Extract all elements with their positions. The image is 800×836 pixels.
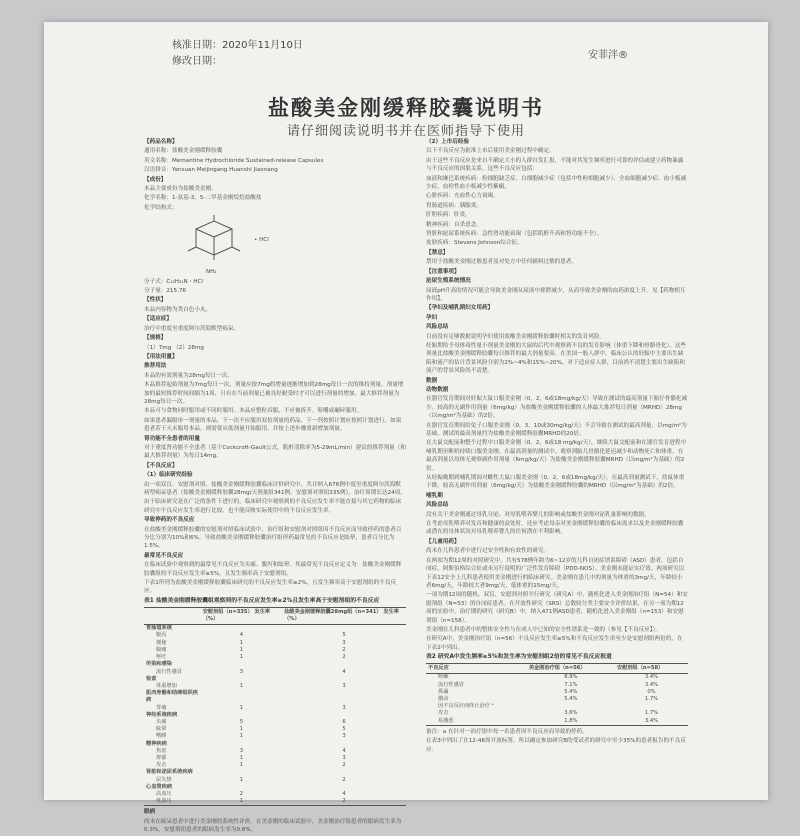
dosage-paragraph: 本品的有效剂量为28mg每日一次。 bbox=[144, 372, 233, 379]
row-value-a: 2 bbox=[239, 790, 244, 797]
row-label: 腹泻 bbox=[156, 632, 167, 639]
table-row bbox=[144, 690, 406, 704]
adverse-paragraph: 在盐酸美金刚缓释胶囊的安慰剂对照临床试验中，治疗组和安慰剂对照组因不良反应而导致停药的患者百分比分别为10%和6%。导致盐酸美金刚缓释胶囊治疗组停药最常见的不良反应是眩晕，患者百分比为1.5%。 bbox=[144, 526, 402, 550]
row-value-a bbox=[201, 712, 282, 719]
molecular-weight: 分子量：215.76 bbox=[144, 288, 186, 295]
adverse-paragraph: 在临床试验中观察到的最常见不良反应为头痛、腹泻和眩晕。其最常见不良反应定义为：盐酸美金刚缓释胶囊组的不良反应发生率≥5%，且发生频率高于安慰剂组。 bbox=[144, 562, 402, 577]
animal-data-paragraph: 在大鼠交配前和整个过程中口服美金刚（0，2，6或18 mg/kg/天），继续大鼠交配前和在器官发育进程中哺乳期至断奶持续口服美金刚。在最高剂量的测试中，观察到胎儿骨骼化延迟减少和动物死亡和体重。在最高剂量以母体无观察副作用剂量（6mg/kg/天）为盐酸美金刚缓释胶囊MRHD（以mg/m²为基础）的2倍。 bbox=[426, 440, 687, 472]
table2-header: 不良反应 bbox=[426, 664, 527, 674]
row-value-b bbox=[282, 625, 406, 633]
row-label: 尿失禁 bbox=[156, 776, 172, 783]
section-heading-adverse: 【不良反应】 bbox=[144, 462, 178, 469]
row-value-b: 2 bbox=[342, 646, 346, 653]
post-market-paragraph: 肾脏和泌尿系统疾病：急性肾功能衰竭（包括肌酐升高和肾功能不全）。 bbox=[426, 231, 603, 238]
table-row bbox=[144, 755, 406, 762]
table-row bbox=[144, 741, 406, 748]
row-value-a: 1 bbox=[239, 704, 244, 711]
table1-header: 盐酸美金刚缓释胶囊28mg组（n=341） 发生率（%） bbox=[282, 607, 406, 624]
row-label: 胃肠道系统 bbox=[146, 625, 172, 632]
row-value-b: 4 bbox=[342, 747, 346, 754]
row-label: 激动 bbox=[438, 695, 449, 702]
structural-formula bbox=[184, 214, 406, 266]
dosage-paragraph: 本品可与食物同时服用或不同时服用。本品应整粒吞服，不应被拆开、咀嚼或碾碎服用。 bbox=[144, 408, 363, 415]
table1-header: 安慰剂组（n=335） 发生率（%） bbox=[201, 607, 282, 624]
table-row bbox=[144, 769, 406, 776]
document-title: 盐酸美金刚缓释胶囊说明书 bbox=[268, 96, 544, 120]
table1-body bbox=[144, 625, 406, 806]
leaflet-sheet bbox=[44, 22, 768, 834]
row-value-a: 5 bbox=[239, 718, 244, 725]
row-value-a: 5.4% bbox=[564, 695, 578, 702]
row-value-a: 1.8% bbox=[527, 718, 615, 726]
row-value-b: 3 bbox=[342, 704, 346, 711]
post-market-paragraph: 由于这些不良反应是来自不确定大小的人群自发汇报，不能对其发生频率进行可靠的评估或建立药物暴露与不良反应的因果关系。这些不良反应包括： bbox=[426, 157, 684, 173]
table-row bbox=[144, 712, 406, 719]
table2-header: 美金刚治疗组（n=56） bbox=[527, 664, 615, 674]
table-row bbox=[144, 719, 406, 726]
row-label: 腹痛 bbox=[156, 646, 167, 653]
row-value-b bbox=[615, 703, 688, 710]
row-value-b: 3 bbox=[342, 733, 346, 740]
row-label: 抑郁 bbox=[156, 754, 167, 761]
brand-name: 安菲泮® bbox=[588, 50, 628, 61]
section-heading-indication: 【适应症】 bbox=[144, 316, 172, 323]
row-value-b bbox=[282, 661, 406, 668]
row-value-b: 2 bbox=[282, 798, 406, 806]
row-value-b: 4 bbox=[342, 790, 346, 797]
row-value-a: 1 bbox=[239, 754, 244, 761]
post-market-paragraph: 心脏疾病：充血性心力衰竭。 bbox=[426, 193, 499, 200]
row-label: 神经系统疾病 bbox=[146, 711, 178, 718]
pediatric-paragraph: 在研究A中，美金刚治疗组（n=56）不良反应发生率≥5%和不良反应发生率至少是安慰剂组两倍的，在下表2中列出。 bbox=[426, 636, 683, 651]
post-market-paragraph: 胃肠道疾病：胰腺炎。 bbox=[426, 202, 482, 209]
table-row bbox=[426, 674, 688, 682]
table-row bbox=[426, 682, 688, 689]
character-text: 本品内容物为类白色小丸。 bbox=[144, 306, 212, 313]
table1 bbox=[144, 607, 406, 806]
post-market-paragraph: 以下不良反应为批准上市后使用美金刚过程中确定。 bbox=[426, 148, 555, 155]
adverse-paragraph: 下表1所列为盐酸美金刚缓释胶囊临床研究的不良反应发生率≥2%，且发生频率高于安慰剂组的不良反应。 bbox=[144, 580, 397, 595]
row-value-b: 5 bbox=[342, 726, 346, 733]
row-label: 鼻漏 bbox=[438, 688, 449, 695]
section-heading-pregnancy: 【孕妇及哺乳期妇女用药】 bbox=[426, 305, 494, 312]
table-row bbox=[144, 640, 406, 647]
dosage-paragraph: 如果患者漏服单一剂量的本品，下一次不应服用双倍剂量的药品，下一剂按照计划应按照计划进行。如果患者若干天未服用本品，则需要从低剂量开始服用，并按上述步骤重新增加剂量。 bbox=[144, 417, 402, 433]
row-label: 体重增加 bbox=[156, 682, 177, 689]
row-label: 嗜睡 bbox=[156, 733, 167, 740]
section-heading-character: 【性状】 bbox=[144, 297, 167, 304]
row-label: 肌肉骨骼和结缔组织疾病 bbox=[146, 690, 198, 704]
row-label: 心血管疾病 bbox=[146, 783, 172, 790]
row-label: 背痛 bbox=[156, 704, 167, 711]
row-value-a: 1 bbox=[239, 733, 244, 740]
row-value-b: 2 bbox=[342, 776, 346, 783]
row-value-b: 6 bbox=[342, 718, 346, 725]
lactation-paragraph: 在考虑母乳喂养对发育和健康的益处时，还应考虑母亲对美金刚缓释胶囊的临床需求以及美金刚缓释胶囊或潜在的母体状况对母乳喂养婴儿的任何潜在不利影响。 bbox=[426, 521, 684, 536]
row-label: 攻击 bbox=[438, 710, 449, 717]
pregnancy-paragraph: 目前没有足够数据说明孕妇使用盐酸美金刚缓释胶囊时相关的发育风险。 bbox=[426, 333, 606, 340]
row-value-a: 1 bbox=[239, 646, 244, 653]
adverse-subheading: 最常见不良反应 bbox=[144, 552, 184, 559]
lactation-paragraph: 没有关于美金刚通过母乳分泌、对母乳喂养婴儿的影响或盐酸美金刚对泌乳量影响的数据。 bbox=[426, 511, 650, 518]
row-value-a bbox=[527, 703, 615, 710]
row-value-b: 5 bbox=[342, 632, 346, 639]
row-value-b bbox=[282, 712, 406, 719]
post-market-paragraph: 皮肤疾病：Stevens Johnson综合征。 bbox=[426, 240, 523, 247]
pediatric-paragraph: 尚未在儿科患者中进行过安全性和有效性的研究。 bbox=[426, 548, 550, 555]
table-row bbox=[144, 676, 406, 683]
composition-line: 本品主要成份为盐酸美金刚。 bbox=[144, 186, 217, 193]
section-heading-dosage: 【用法用量】 bbox=[144, 353, 178, 360]
spec-text: （1）7mg （2）28mg bbox=[144, 344, 204, 351]
row-label: 头痛 bbox=[156, 718, 167, 725]
row-value-b: 2 bbox=[342, 654, 346, 661]
indication-text: 治疗中重度至重度阿尔茨海默型痴呆。 bbox=[144, 325, 240, 332]
section-heading-pediatric: 【儿童用药】 bbox=[426, 538, 460, 545]
renal-subheading: 肾功能不全患者的用量 bbox=[144, 435, 200, 442]
row-label: 呕吐 bbox=[156, 654, 167, 661]
row-label: 流行性感冒 bbox=[156, 668, 182, 675]
row-value-b bbox=[282, 690, 406, 704]
row-value-a: 1 bbox=[239, 762, 244, 769]
table-row bbox=[144, 784, 406, 791]
document-subtitle: 请仔细阅读说明书并在医师指导下使用 bbox=[286, 124, 525, 139]
row-value-b: 4 bbox=[342, 668, 346, 675]
row-value-a: 5.4% bbox=[564, 688, 578, 695]
data-subheading: 数据 bbox=[426, 377, 438, 384]
pediatric-paragraph: 在两项为期12周的对照研究中，共有578例年龄为6~12岁的儿科自闭症谱系障碍（ASD）患者，包括自闭症，阿斯伯格综合征或未另行说明的广泛性发育障碍（PDD-NOS）。美金刚未能证实疗效。两项研究以下表12安全上儿科患者使用美金刚进行的临床研究。美金刚在患儿中的剂量为体重的3mg/天，年龄较小者6mg/天，年龄较大者9mg/天，低体重的15mg/天。 bbox=[426, 557, 685, 589]
risk-subheading: 风险总结 bbox=[426, 324, 449, 331]
row-value-b bbox=[282, 784, 406, 791]
row-value-a: 3 bbox=[239, 747, 244, 754]
vision-text: 尚未在痴呆患者中进行美金刚的系统性评价。在美金刚的临床试验中，美金刚治疗组患者的眼病发生率为0.3%，安慰剂组患者的眼病发生率为0.6%。 bbox=[144, 818, 402, 834]
table-row bbox=[144, 791, 406, 798]
right-column bbox=[426, 138, 688, 755]
row-label: 焦虑 bbox=[156, 747, 167, 754]
pediatric-paragraph: 美金刚在儿科患者中的整体安全性与在成人中已知的安全性谱系是一致的（参见【不良反应】）。 bbox=[426, 626, 661, 633]
row-value-b bbox=[282, 769, 406, 776]
row-value-a: 1 bbox=[201, 798, 282, 806]
composition-line: 化学结构式： bbox=[144, 204, 178, 211]
row-value-a bbox=[201, 690, 282, 704]
row-value-b: 3.4% bbox=[615, 718, 688, 726]
adamantane-structure-diagram bbox=[184, 215, 244, 265]
table-row bbox=[144, 733, 406, 740]
table-row bbox=[144, 647, 406, 654]
row-value-a: 3 bbox=[239, 668, 244, 675]
row-value-a bbox=[201, 676, 282, 683]
table1-header bbox=[144, 607, 201, 624]
row-value-a bbox=[201, 625, 282, 633]
structure-nh2-label: NH₂ bbox=[206, 269, 217, 276]
row-value-b bbox=[282, 741, 406, 748]
row-value-a: 8.9% bbox=[564, 674, 578, 681]
table1-caption: 表1 盐酸美金刚缓释胶囊组观察到的不良反应发生率≥2%且发生率高于安慰剂组的不良反应 bbox=[144, 597, 380, 604]
row-value-b: 2 bbox=[342, 762, 346, 769]
row-value-b bbox=[282, 676, 406, 683]
animal-data-paragraph: 从妊娠晚期到哺乳期间对雌性大鼠口服美金刚（0，2，6或18mg/kg/天），在最高剂量测试下，幼鼠体重下降。较高无副作用剂量（6mg/kg/天）为盐酸美金刚缓释胶囊的MRHD（以mg/m²为基础）的2倍。 bbox=[426, 475, 685, 490]
row-value-a: 4 bbox=[239, 632, 244, 639]
row-label: 检查 bbox=[146, 675, 157, 682]
dosage-subheading: 推荐用法 bbox=[144, 363, 167, 370]
row-value-b: 3 bbox=[342, 682, 346, 689]
table-row bbox=[144, 632, 406, 639]
row-label: 高血压 bbox=[156, 790, 172, 797]
row-value-b: 0% bbox=[647, 688, 656, 695]
lactation-risk-subheading: 风险总结 bbox=[426, 502, 449, 509]
post-market-paragraph: 肝胆疾病：肝炎。 bbox=[426, 212, 471, 219]
section-heading-caution: 【注意事项】 bbox=[426, 268, 460, 275]
row-value-a: 1 bbox=[239, 682, 244, 689]
vision-subheading: 眼病 bbox=[144, 809, 156, 816]
table-row bbox=[144, 726, 406, 733]
table-row bbox=[144, 625, 406, 633]
table-row bbox=[426, 710, 688, 717]
row-label: 肾脏和泌尿系统疾病 bbox=[146, 769, 193, 776]
animal-data-paragraph: 在器官发育期间对妊娠大鼠口服美金刚（0，2，6或18mg/kg/天）导致在测试的最高剂量下胎仔骨骼化减少。较高的无副作用剂量（6mg/kg）为盐酸美金刚缓释胶囊的人体最大推荐每日剂量（MRHD）28mg（以mg/m²为基础）的2倍。 bbox=[426, 396, 688, 420]
row-label: 因不良反应而终止治疗 ᵃ bbox=[438, 703, 494, 710]
row-value-b: 3 bbox=[342, 754, 346, 761]
renal-text: 对于重度肾功能不全患者（基于Cockcroft-Gault公式，肌酐清除率为5-29mL/min）建议的推荐剂量（和最大推荐剂量）为每日14mg。 bbox=[144, 444, 406, 460]
row-value-a: 3.6% bbox=[564, 710, 578, 717]
caution-text: 尿液pH升高的情况可能会导致美金刚从尿液中排泄减少，从而导致美金刚的血药浓度上升。见【药物相互作用】。 bbox=[426, 287, 686, 302]
table-row bbox=[144, 705, 406, 712]
adverse-subheading: 导致停药的不良反应 bbox=[144, 517, 195, 524]
section-heading-composition: 【成份】 bbox=[144, 176, 167, 183]
table2-note: 备注：a 在针对一治疗组中每一名患者因不良反应而导致的停药。 bbox=[426, 728, 588, 735]
section-heading-spec: 【规格】 bbox=[144, 335, 167, 342]
row-value-a bbox=[201, 741, 282, 748]
composition-line: 化学名称：1-氨基-3，5-二甲基金刚烷烷盐酸盐 bbox=[144, 195, 262, 202]
table-row bbox=[426, 689, 688, 696]
row-value-a: 1 bbox=[239, 654, 244, 661]
row-label: 眩晕 bbox=[156, 726, 167, 733]
table-row bbox=[144, 777, 406, 784]
row-label: 传染和感染 bbox=[146, 661, 172, 668]
row-value-a: 1 bbox=[239, 639, 244, 646]
row-label: 低血压 bbox=[144, 798, 201, 806]
table2-note: 在表3中列出了在12-48周开放标签。所以确定参加研究B的受试者的研究中至少35%的患者报告的不良反应： bbox=[426, 738, 686, 753]
name-line: 通用名称：盐酸美金刚缓释胶囊 bbox=[144, 148, 223, 155]
row-value-a: 1 bbox=[239, 776, 244, 783]
table-row bbox=[144, 661, 406, 668]
row-value-b: 1.7% bbox=[644, 695, 659, 702]
pediatric-paragraph: 一项为期12周的随机、双盲、安慰剂对照平行研究（研究A）中，随机化进入美金刚治疗组（N=54）和安慰剂组（N=53）的自闭症患者。在开放性研究（SRS）总数较分类主要安全评价结果，在另一项为期12周的实验中，治疗期的研究（研究B）中，纳入471例ASD患者，随机化进入美金刚组（n=153）和安慰剂组（n=158）。 bbox=[426, 592, 688, 624]
animal-data-paragraph: 在器官发育期间给兔子口服美金刚（0，3，10或30mg/kg/天）不会导致在测试的最高剂量，以mg/m²为基础，测试的最高剂量约为盐酸美金刚缓释胶囊MRHD的20倍。 bbox=[426, 422, 687, 437]
structure-hcl-label: • HCl bbox=[254, 237, 269, 244]
name-line: 英文名称：Memantine Hydrochloride Sustained-release Capsules bbox=[144, 157, 324, 164]
post-market-paragraph: 精神疾病：自杀意念。 bbox=[426, 221, 482, 228]
left-column bbox=[144, 138, 406, 836]
molecular-formula: 分子式：C₁₂H₂₁N・HCl bbox=[144, 278, 203, 285]
contraindication-text: 禁用于盐酸美金刚过敏患者及对处方中任何辅料过敏的患者。 bbox=[426, 259, 578, 266]
section-heading-name: 【药品名称】 bbox=[144, 139, 178, 145]
row-label: 便秘 bbox=[156, 639, 167, 646]
row-label: 易激惹 bbox=[426, 718, 527, 726]
table-row bbox=[144, 654, 406, 661]
table-row bbox=[144, 748, 406, 755]
revision-date: 修改日期： bbox=[172, 56, 222, 67]
row-value-a: 1 bbox=[239, 726, 244, 733]
row-value-a bbox=[201, 769, 282, 776]
table-row bbox=[144, 798, 406, 806]
table2-body bbox=[426, 674, 688, 725]
approval-date: 核准日期：2020年11月10日 bbox=[172, 40, 303, 51]
row-value-b: 3.4% bbox=[644, 681, 659, 688]
table-row bbox=[426, 703, 688, 710]
header-meta bbox=[172, 38, 303, 70]
caution-subheading: 泌尿生殖系统情况 bbox=[426, 278, 471, 285]
row-value-a bbox=[201, 661, 282, 668]
name-line: 汉语拼音：Yansuan Meijingang Huanshi Jiaonang bbox=[144, 167, 278, 174]
row-value-a bbox=[201, 784, 282, 791]
adverse-paragraph: 由于临床研究是在广泛的条件下进行的，临床研究中观察到的不良反应发生率不能直接与其它药物的临床研究中不良反应发生率进行比较，也不能反映实际使用中的不良反应发生率。 bbox=[144, 499, 402, 514]
row-label: 流行性感冒 bbox=[438, 681, 464, 688]
post-market-subheading: （2）上市后经验 bbox=[426, 139, 470, 145]
adverse-subheading: （1）临床研究经验 bbox=[144, 472, 193, 479]
row-value-a: 7.1% bbox=[564, 681, 578, 688]
pregnancy-subheading: 孕妇 bbox=[426, 314, 438, 321]
dosage-paragraph: 本品推荐起始剂量为7mg每日一次，剂量应按7mg的增量逐渐增加到28mg每日一次的维持剂量。剂量增加的最短推荐时间间隔为1周，只有在当前剂量已被良好耐受时才可以进行剂量的增加，最大推荐剂量为28mg每日一次。 bbox=[144, 382, 404, 405]
row-value-b: 3 bbox=[342, 639, 346, 646]
adverse-paragraph: 由一项双盲、安慰剂对照、盐酸美金刚缓释胶囊临床评价研究中，共计纳入676例中度至重度阿尔茨海默病型痴呆患者（盐酸美金刚缓释胶囊28mg/天剂量组341例，安慰剂对照组335例），治疗周期长达24周。 bbox=[144, 481, 406, 496]
table2-caption: 表2 研究A中发生频率≥5%和发生率为安慰剂组2倍的常见不良反应报道 bbox=[426, 654, 612, 661]
table2-header: 安慰剂组（n=58） bbox=[615, 664, 688, 674]
lactation-subheading: 哺乳期 bbox=[426, 492, 443, 499]
pregnancy-paragraph: 妊娠期给予母体毒性量小剂量美金刚的大鼠的后代中观察到不良的发育影响（体重下降和骨骼骨化）。这些剂量比盐酸美金刚缓释胶囊每日推荐的最大剂量要高。在美国一般人群中，临床公认的妊娠中主要出生缺陷和流产的估计背景风险分别为2%~4%和15%~20%。对于适应症人群，目前尚不清楚主要出生缺陷和流产的背景风险尚不清楚。 bbox=[426, 342, 687, 375]
row-label: 咳嗽 bbox=[438, 674, 449, 681]
row-label: 精神疾病 bbox=[146, 740, 167, 747]
row-value-b: 1.7% bbox=[644, 710, 659, 717]
row-value-b: 3.4% bbox=[644, 674, 659, 681]
post-market-paragraph: 血液和淋巴系统疾病：粒细胞缺乏症、白细胞减少症（包括中性粒细胞减少）、全血细胞减少症、血小板减少症，血栓性血小板减少性紫癜。 bbox=[426, 175, 687, 191]
section-heading-contraindication: 【禁忌】 bbox=[426, 249, 449, 256]
table-row bbox=[426, 718, 688, 726]
table-row bbox=[144, 669, 406, 676]
row-label: 攻击 bbox=[156, 762, 167, 769]
animal-data-subheading: 动物数据 bbox=[426, 386, 449, 393]
table2 bbox=[426, 663, 688, 726]
